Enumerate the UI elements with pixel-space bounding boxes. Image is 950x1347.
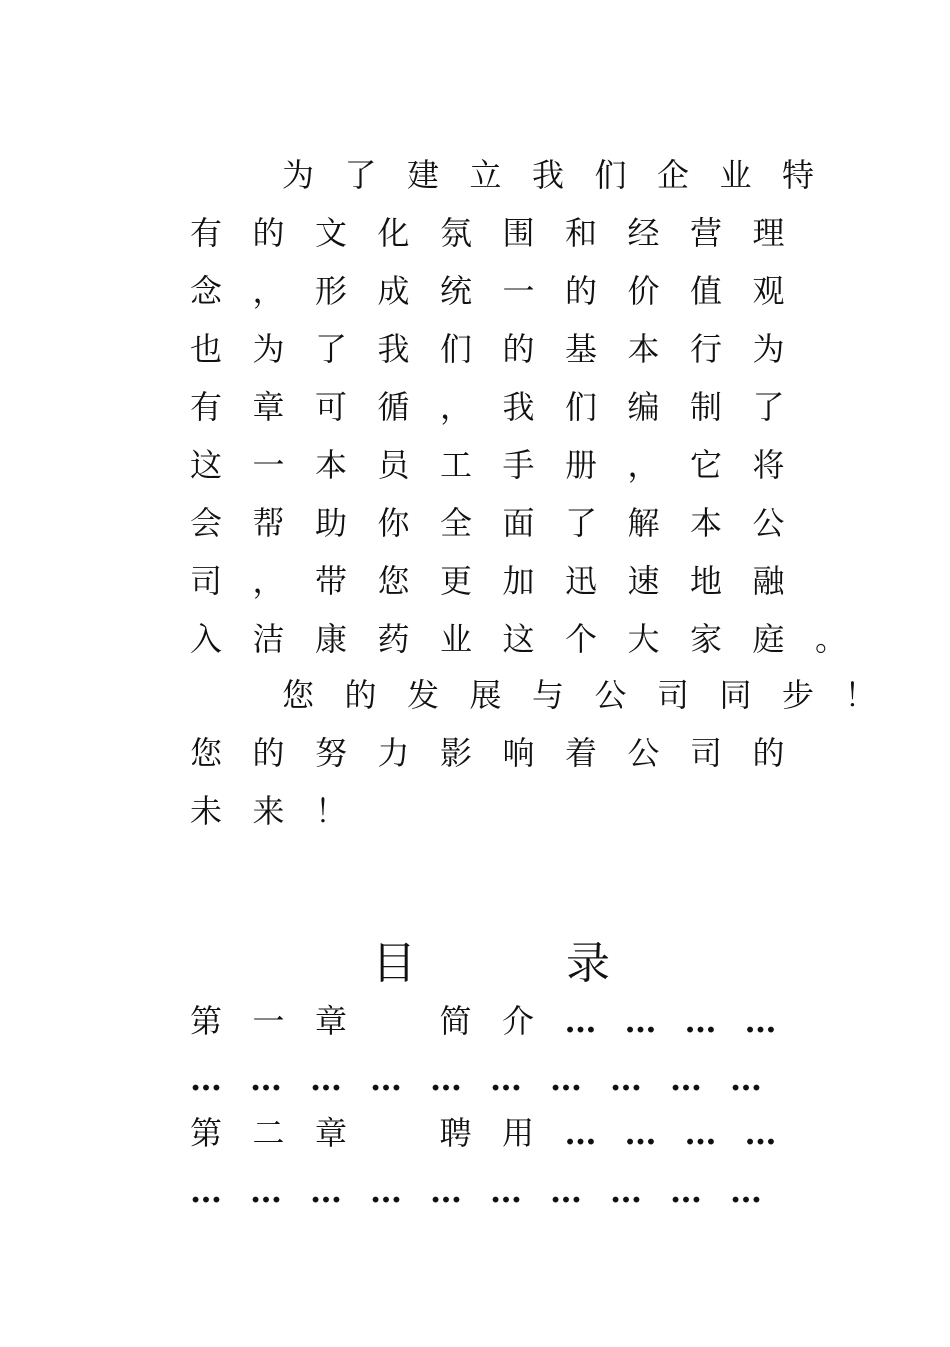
toc-leader-dots: ………………………… [190,1060,790,1098]
motto-line: 您的努力影响着公司的 [190,734,816,772]
toc-leader-dots: ………… [564,1002,805,1040]
toc-chapter: 第一章 [190,1002,378,1040]
intro-line: 有的文化氛围和经营理 [190,214,816,252]
toc-leader-dots: ………… [564,1114,805,1152]
intro-line: 为了建立我们企业特 [282,156,845,194]
motto-line: 未来！ [190,792,378,830]
toc-title: 目录 [372,938,760,989]
toc-chapter-name: 聘用 [439,1114,565,1152]
toc-chapter: 第二章 [190,1114,378,1152]
intro-line: 司，带您更加迅速地融 [190,562,816,600]
intro-line: 会帮助你全面了解本公 [190,504,816,542]
intro-line: 入洁康药业这个大家庭。 [190,620,878,658]
toc-entry [190,998,805,1044]
intro-line: 这一本员工手册，它将 [190,446,816,484]
toc-leader-dots: ………………………… [190,1172,790,1210]
intro-line: 有章可循，我们编制了 [190,388,816,426]
toc-entry [190,1110,805,1156]
toc-chapter-name: 简介 [439,1002,565,1040]
intro-line: 念，形成统一的价值观 [190,272,816,310]
intro-line: 也为了我们的基本行为 [190,330,816,368]
motto-line: 您的发展与公司同步！ [282,676,908,714]
